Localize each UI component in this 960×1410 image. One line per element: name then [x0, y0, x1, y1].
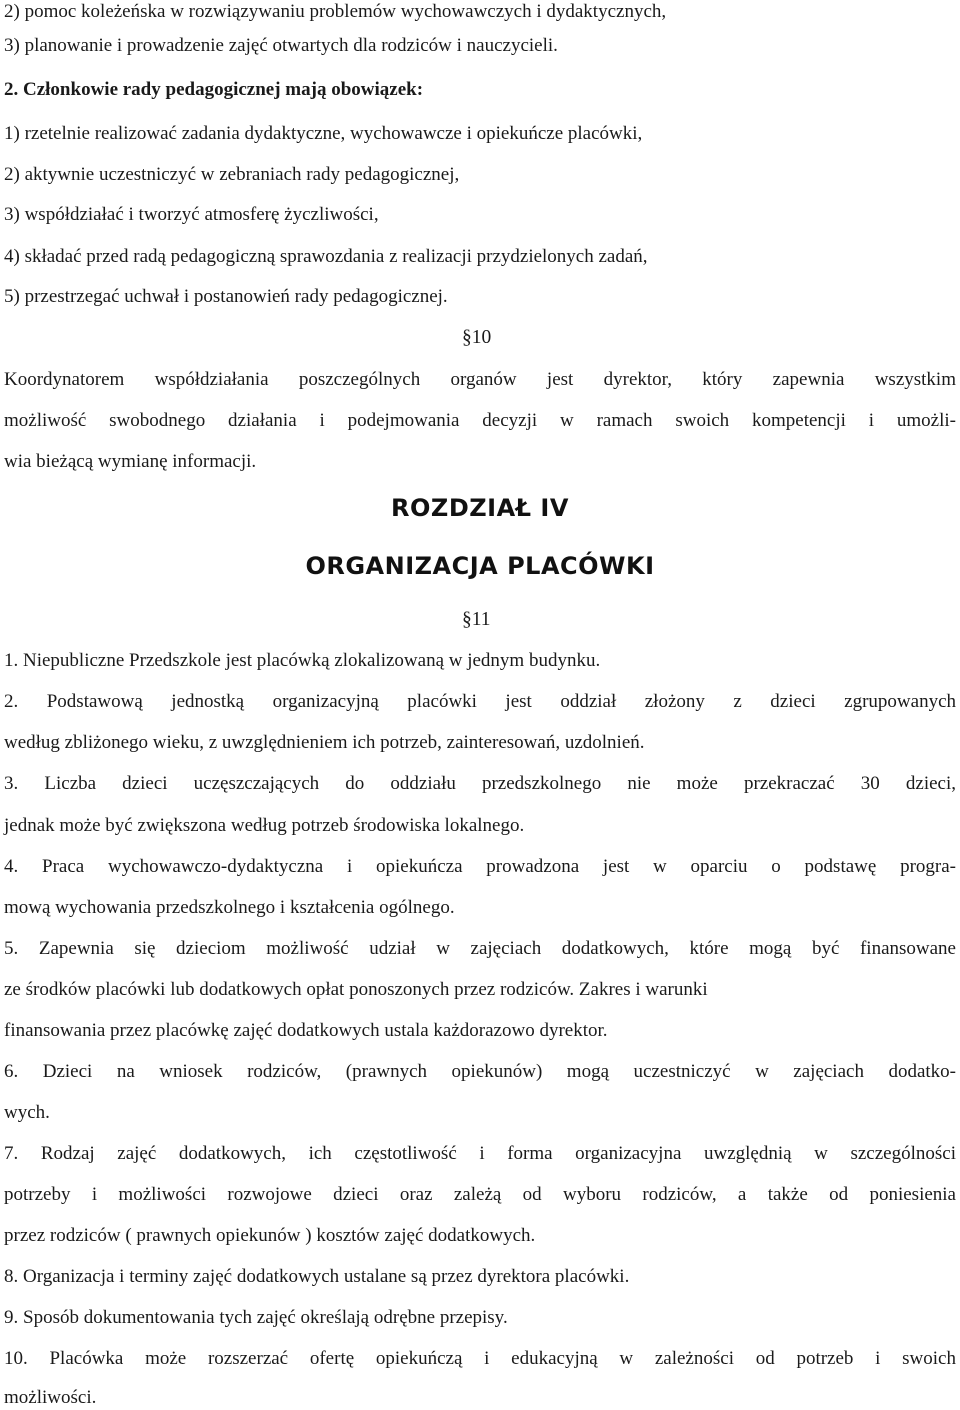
chapter-number: ROZDZIAŁ IV [391, 494, 569, 522]
text-line: wych. [4, 1102, 50, 1123]
text-line: 1. Niepubliczne Przedszkole jest placówką zlokalizowaną w jednym budynku. [4, 650, 601, 671]
text-line: 8. Organizacja i terminy zajęć dodatkowych ustalane są przez dyrektora placówki. [4, 1266, 630, 1287]
text-line: 2) aktywnie uczestniczyć w zebraniach rady pedagogicznej, [4, 164, 460, 185]
text-line: 3) współdziałać i tworzyć atmosferę życzliwości, [4, 204, 379, 225]
text-line: możliwość swobodnego działania i podejmowania decyzji w ramach swoich kompetencji i umożli- [4, 410, 956, 431]
text-line: 5) przestrzegać uchwał i postanowień rady pedagogicznej. [4, 286, 448, 307]
text-line: przez rodziców ( prawnych opiekunów ) kosztów zajęć dodatkowych. [4, 1225, 536, 1246]
text-line: 9. Sposób dokumentowania tych zajęć określają odrębne przepisy. [4, 1307, 508, 1328]
text-line: 10. Placówka może rozszerzać ofertę opiekuńczą i edukacyjną w zależności od potrzeb i swoich [4, 1348, 956, 1369]
chapter-title: ORGANIZACJA PLACÓWKI [305, 552, 655, 580]
text-line: wia bieżącą wymianę informacji. [4, 451, 257, 472]
text-line: jednak może być zwiększona według potrzeb środowiska lokalnego. [4, 815, 525, 836]
text-line: Koordynatorem współdziałania poszczególnych organów jest dyrektor, który zapewnia wszystkim [4, 369, 956, 390]
text-line: możliwości. [4, 1387, 97, 1408]
text-line: ze środków placówki lub dodatkowych opłat ponoszonych przez rodziców. Zakres i warunki [4, 979, 708, 1000]
text-line: 5. Zapewnia się dzieciom możliwość udział w zajęciach dodatkowych, które mogą być finansowane [4, 938, 956, 959]
text-line: 6. Dzieci na wniosek rodziców, (prawnych opiekunów) mogą uczestniczyć w zajęciach dodatko- [4, 1061, 956, 1082]
section-mark-10: §10 [462, 327, 492, 348]
text-line: 3. Liczba dzieci uczęszczających do oddziału przedszkolnego nie może przekraczać 30 dzieci, [4, 773, 956, 794]
text-line: 4. Praca wychowawczo-dydaktyczna i opiekuńcza prowadzona jest w oparciu o podstawę progra- [4, 856, 956, 877]
text-line: 4) składać przed radą pedagogiczną sprawozdania z realizacji przydzielonych zadań, [4, 246, 648, 267]
text-line: według zbliżonego wieku, z uwzględnieniem ich potrzeb, zainteresowań, uzdolnień. [4, 732, 645, 753]
text-line: 2) pomoc koleżeńska w rozwiązywaniu problemów wychowawczych i dydaktycznych, [4, 1, 667, 22]
text-line: 1) rzetelnie realizować zadania dydaktyczne, wychowawcze i opiekuńcze placówki, [4, 123, 643, 144]
paragraph-heading: 2. Członkowie rady pedagogicznej mają obowiązek: [4, 79, 424, 100]
text-line: mową wychowania przedszkolnego i kształcenia ogólnego. [4, 897, 455, 918]
text-line: potrzeby i możliwości rozwojowe dzieci oraz zależą od wyboru rodziców, a także od poniesienia [4, 1184, 956, 1205]
text-line: finansowania przez placówkę zajęć dodatkowych ustala każdorazowo dyrektor. [4, 1020, 608, 1041]
text-line: 7. Rodzaj zajęć dodatkowych, ich częstotliwość i forma organizacyjna uwzględnią w szczególności [4, 1143, 956, 1164]
text-line: 2. Podstawową jednostką organizacyjną placówki jest oddział złożony z dzieci zgrupowanych [4, 691, 956, 712]
text-line: 3) planowanie i prowadzenie zajęć otwartych dla rodziców i nauczycieli. [4, 35, 558, 56]
section-mark-11: §11 [462, 609, 491, 630]
